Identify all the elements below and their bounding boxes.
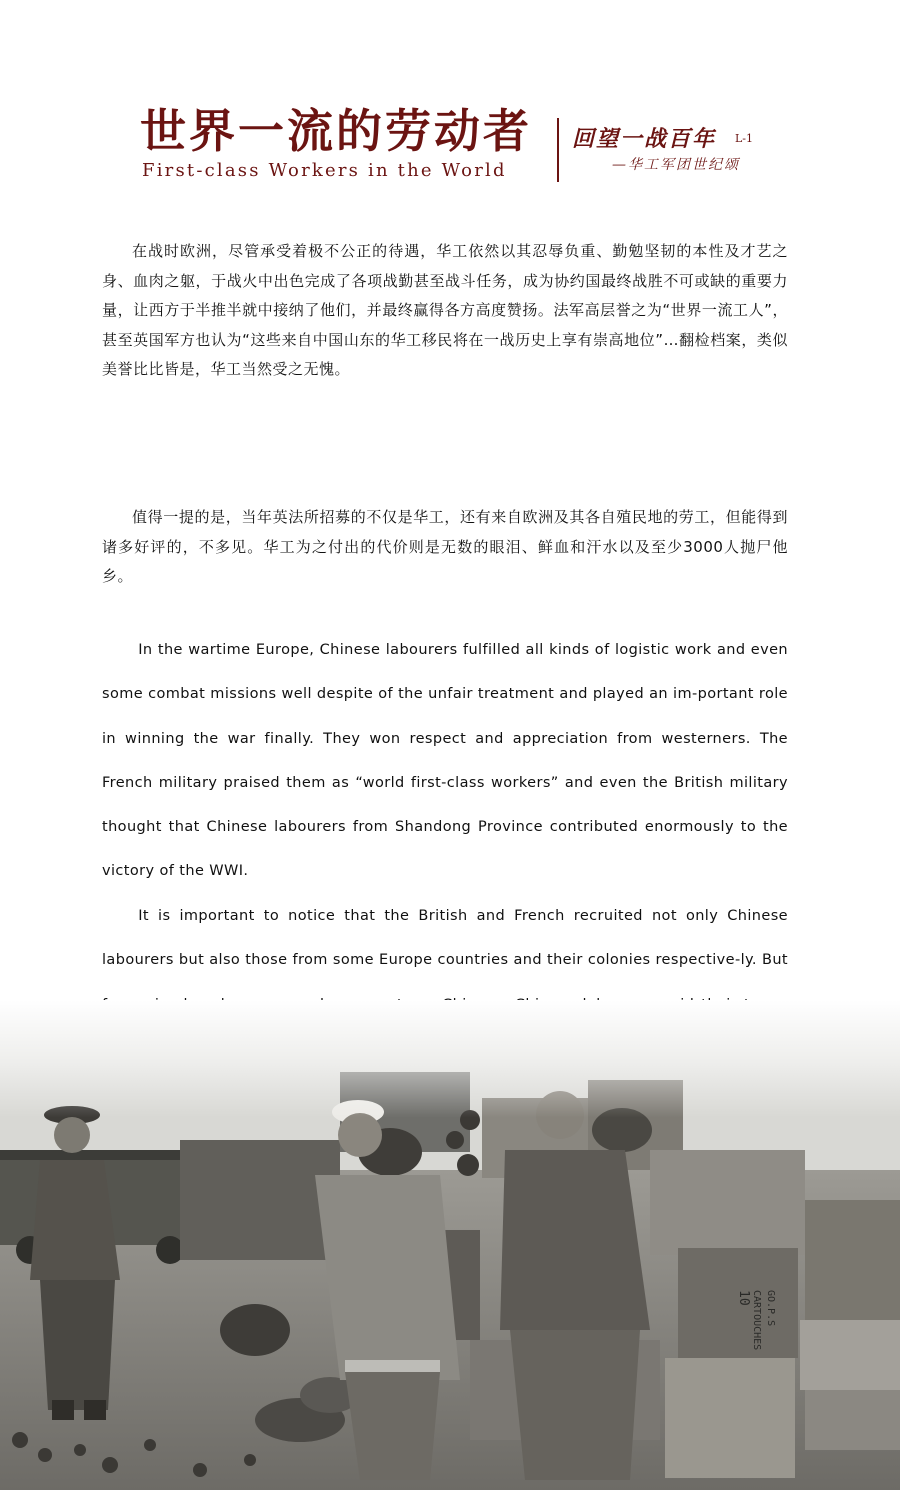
title-divider (557, 118, 559, 182)
paragraph-zh-1: 在战时欧洲，尽管承受着极不公正的待遇，华工依然以其忍辱负重、勤勉坚韧的本性及才艺之身、血肉之躯，于战火中出色完成了各项战勤甚至战斗任务，成为协约国最终战胜不可或缺的重要力量，让西方于半推半就中接纳了他们，并最终赢得各方高度赞扬。法军高层誉之为“世界一流工人”，甚至英国军方也认为“这些来自中国山东的华工移民将在一战历史上享有崇高地位”…翻检档案，类似美誉比比皆是，华工当然受之无愧。 (102, 242, 788, 378)
photo-fade (0, 1000, 900, 1490)
series-subtitle: —华工军团世纪颂 (612, 157, 740, 173)
historical-photo (0, 1000, 900, 1490)
paragraph-en-2: It is important to notice that the British and French recruited not only Chinese labourers but also those from some Europe countries and their colonies respective-ly. But (102, 908, 788, 969)
paragraph-en-1: In the wartime Europe, Chinese labourers fulfilled all kinds of logistic work and even some combat missions well despite of the unfair treatment and played an im-portant role in winning the war finally. They won respect and appreciation from westerners. The French military praised them as “world first-class workers” and even the British military thought that Chinese labourers from Shandong Province contributed enormously to the victory of the WWI. (102, 642, 788, 880)
series-title: 回望一战百年 (572, 126, 717, 152)
paragraph-zh-2: 值得一提的是，当年英法所招募的不仅是华工，还有来自欧洲及其各自殖民地的劳工，但能得到诸多好评的，不多见。华工为之付出的代价则是无数的眼泪、鲜血和汗水以及至少3000人抛尸他乡。 (102, 508, 788, 585)
page-title-english: First-class Workers in the World (142, 160, 507, 181)
page-title: 世界一流的劳动者 (140, 104, 532, 158)
panel-code: L-1 (735, 132, 754, 145)
